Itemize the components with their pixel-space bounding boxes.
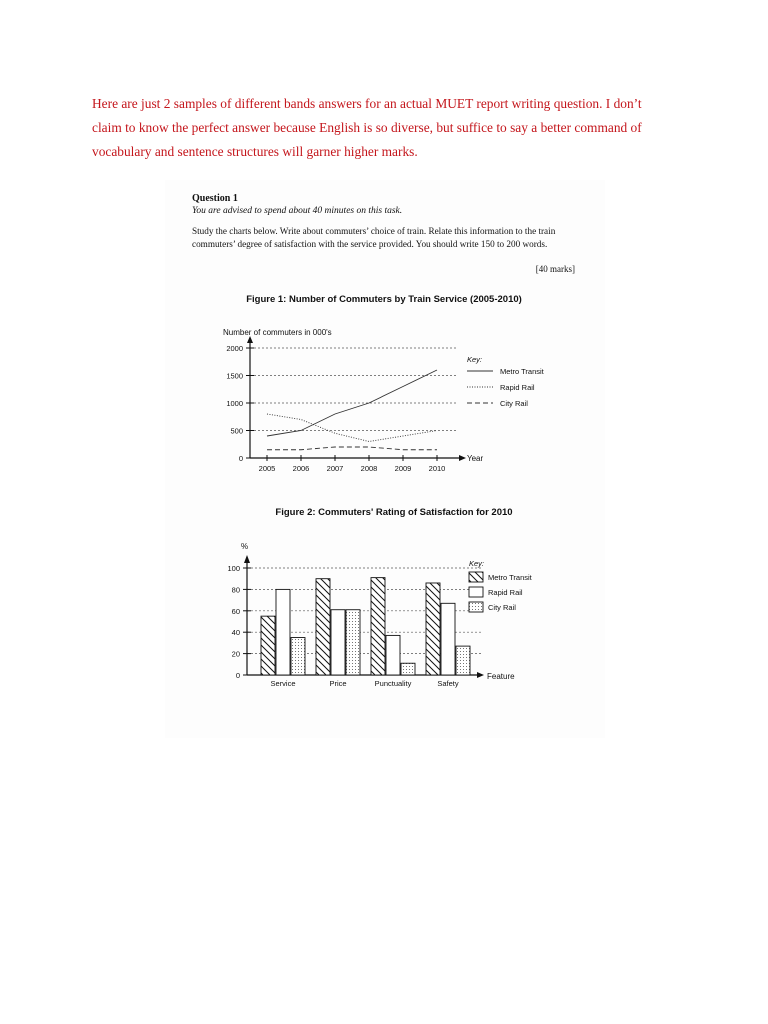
- y-tick-label: 60: [231, 606, 240, 616]
- figure2-x-axis-label: Feature: [487, 672, 515, 681]
- figure1-y-axis-label: Number of commuters in 000's: [223, 328, 332, 337]
- legend-swatch: [469, 572, 483, 582]
- bar-city-rail-safety: [456, 646, 470, 675]
- x-tick-label: 2006: [292, 464, 310, 473]
- question-title: Question 1: [192, 193, 238, 204]
- legend-label: Rapid Rail: [488, 588, 523, 597]
- intro-line: claim to know the perfect answer because English is so diverse, but suffice to say a better command of: [92, 120, 642, 135]
- legend-swatch: [469, 602, 483, 612]
- y-tick-label: 0: [235, 671, 240, 680]
- figure1-x-axis-label: Year: [467, 454, 484, 463]
- legend-label: Rapid Rail: [500, 383, 535, 392]
- legend-title: Key:: [469, 559, 485, 568]
- series-line-city-rail: [267, 447, 437, 450]
- legend-label: Metro Transit: [488, 573, 532, 582]
- question-instructions: Study the charts below. Write about commuters’ choice of train. Relate this information to the train commuters’ degree of satisfaction with the service provided. You should write 150 to 200 words.: [192, 226, 556, 249]
- x-axis-arrow: [459, 455, 466, 461]
- legend-label: City Rail: [500, 399, 528, 408]
- legend-swatch: [469, 587, 483, 597]
- intro-line: Here are just 2 samples of different bands answers for an actual MUET report writing question. I don’t: [92, 96, 642, 111]
- question-scan: [165, 180, 605, 738]
- intro-text: [92, 92, 692, 164]
- figure2-y-axis-label: %: [241, 542, 249, 551]
- figure1-title: Figure 1: Number of Commuters by Train Service (2005-2010): [246, 294, 522, 305]
- bar-rapid-rail-service: [276, 589, 290, 675]
- category-label: Safety: [437, 679, 459, 688]
- y-tick-label: 40: [231, 628, 240, 638]
- y-tick-label: 1500: [226, 371, 243, 381]
- bar-metro-transit-safety: [426, 583, 440, 675]
- bar-rapid-rail-price: [331, 610, 345, 675]
- bar-metro-transit-punctuality: [371, 578, 385, 675]
- y-tick-label: 1000: [226, 399, 243, 408]
- category-label: Punctuality: [374, 679, 412, 688]
- x-tick-label: 2009: [394, 464, 412, 473]
- y-axis-arrow: [244, 555, 250, 563]
- bar-city-rail-price: [346, 610, 360, 675]
- legend-label: City Rail: [488, 603, 516, 612]
- y-tick-label: 2000: [226, 344, 243, 353]
- x-tick-label: 2010: [428, 464, 446, 473]
- bar-rapid-rail-punctuality: [386, 635, 400, 675]
- question-advice: You are advised to spend about 40 minutes on this task.: [192, 206, 403, 216]
- x-tick-label: 2005: [258, 464, 276, 473]
- legend-label: Metro Transit: [500, 367, 544, 376]
- x-tick-label: 2007: [326, 464, 344, 473]
- y-tick-label: 100: [227, 564, 240, 573]
- bar-city-rail-service: [291, 638, 305, 675]
- category-label: Price: [329, 679, 347, 688]
- figure2-bar-chart: [165, 500, 605, 740]
- bar-metro-transit-service: [261, 616, 275, 675]
- y-axis-arrow: [247, 336, 253, 343]
- series-line-rapid-rail: [267, 414, 437, 442]
- bar-city-rail-punctuality: [401, 663, 415, 675]
- y-tick-label: 20: [231, 649, 240, 659]
- y-tick-label: 80: [231, 585, 240, 595]
- bar-metro-transit-price: [316, 579, 330, 675]
- y-tick-label: 500: [230, 426, 243, 436]
- bar-rapid-rail-safety: [441, 603, 455, 675]
- category-label: Service: [270, 679, 296, 688]
- figure2-title: Figure 2: Commuters' Rating of Satisfaction for 2010: [275, 507, 513, 518]
- legend-title: Key:: [467, 355, 483, 364]
- figure1-line-chart: [165, 288, 605, 478]
- intro-line: vocabulary and sentence structures will garner higher marks.: [92, 144, 418, 159]
- y-tick-label: 0: [238, 454, 243, 463]
- x-tick-label: 2008: [360, 464, 378, 473]
- x-axis-arrow: [477, 672, 484, 678]
- question-marks: [40 marks]: [535, 264, 575, 274]
